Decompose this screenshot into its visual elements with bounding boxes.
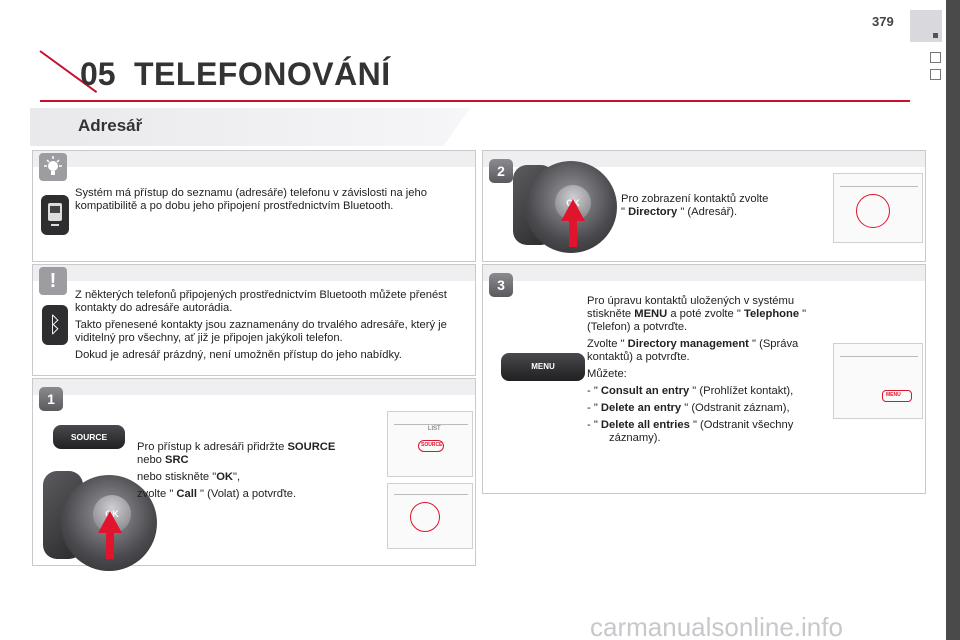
press-arrow-icon	[561, 199, 585, 221]
option-item	[587, 419, 819, 445]
bold-run: Telephone	[743, 308, 800, 320]
panel-header	[483, 265, 925, 281]
warning-paragraph: Takto přenesené kontakty jsou zaznamenány do trvalého adresáře, který je viditelný pro všechny, ať již je připojen jakýkoli telefon.	[75, 319, 447, 344]
source-button[interactable]	[53, 425, 125, 449]
text-run: - "	[587, 419, 601, 431]
step-1-text	[137, 441, 375, 505]
bold-run: SRC	[165, 454, 189, 466]
menu-button[interactable]	[501, 353, 585, 381]
side-marker	[930, 52, 941, 63]
radio-thumbnail	[387, 411, 473, 477]
step-2-line: Pro zobrazení kontaktů zvolte	[621, 193, 769, 205]
text-run: a poté zvolte "	[667, 308, 744, 320]
warning-icon: !	[39, 267, 67, 295]
panel-header	[33, 379, 475, 395]
bulb-icon	[39, 153, 67, 181]
warning-paragraph: Dokud je adresář prázdný, není umožněn přístup do jeho nabídky.	[75, 349, 402, 361]
text-run: ",	[233, 471, 241, 483]
text-run: " (Odstranit záznam),	[681, 402, 790, 414]
warning-panel	[32, 264, 476, 376]
radio-thumbnail	[387, 483, 473, 549]
text-run: Pro úpravu kontaktů uložených v systému stiskněte	[587, 295, 795, 320]
text-run: " (Telefon) a potvrďte.	[587, 308, 807, 333]
option-item	[587, 402, 819, 415]
text-run: - "	[587, 402, 601, 414]
step-1-line	[137, 488, 375, 501]
press-arrow-stem	[106, 529, 114, 559]
bold-run: Directory management	[627, 338, 749, 350]
thumb-divider	[394, 494, 468, 495]
text-run: - "	[587, 385, 601, 397]
bold-run: OK	[216, 471, 234, 483]
section-title: Adresář	[78, 116, 143, 135]
corner-tab	[910, 10, 942, 42]
step-2-line	[621, 206, 817, 219]
press-arrow-icon	[98, 511, 122, 533]
header-rule	[40, 100, 910, 102]
step-2-panel	[482, 150, 926, 262]
panel-header	[33, 265, 475, 281]
bluetooth-icon: ᛒ	[42, 305, 68, 345]
step-badge: 2	[489, 159, 513, 183]
side-marker	[930, 69, 941, 80]
text-run: " (Adresář).	[677, 206, 738, 218]
thumb-divider	[840, 186, 918, 187]
warning-paragraph: Z některých telefonů připojených prostřednictvím Bluetooth můžete přenést kontakty do adresáře autorádia.	[75, 289, 447, 314]
text-run: Pro přístup k adresáři přidržte	[137, 441, 288, 453]
menu-button-label: MENU	[531, 362, 555, 371]
option-item	[587, 385, 819, 398]
bold-run: SOURCE	[287, 441, 336, 453]
text-run: zvolte "	[137, 488, 177, 500]
text-run: nebo	[137, 454, 165, 466]
page-number: 379	[872, 14, 894, 29]
info-panel	[32, 150, 476, 262]
bold-run: MENU	[634, 308, 668, 320]
step-2-text	[621, 193, 817, 223]
thumb-label: SOURCE	[421, 442, 443, 448]
ok-button-label: OK	[105, 509, 119, 519]
press-arrow-stem	[569, 217, 577, 247]
text-run: " (Prohlížet kontakt),	[689, 385, 794, 397]
ok-button-label: OK	[566, 198, 580, 208]
text-run: Zvolte "	[587, 338, 628, 350]
radio-thumbnail	[833, 173, 923, 243]
bold-run: Delete all entries	[600, 419, 690, 431]
step-1-panel	[32, 378, 476, 566]
step-3-paragraph	[587, 295, 819, 334]
thumb-divider	[394, 424, 468, 425]
source-button-label: SOURCE	[70, 432, 108, 442]
step-1-line	[137, 471, 375, 484]
step-badge: 3	[489, 273, 513, 297]
panel-header	[483, 151, 925, 167]
text-run: "	[621, 206, 629, 218]
step-1-line	[137, 454, 375, 467]
info-text: Systém má přístup do seznamu (adresáře) telefonu v závislosti na jeho kompatibilitě a po dobu jeho připojení prostřednictvím Bluetooth.	[75, 187, 427, 212]
text-run: " (Volat) a potvrďte.	[196, 488, 297, 500]
bold-run: Call	[176, 488, 197, 500]
chapter-title: TELEFONOVÁNÍ	[134, 56, 391, 92]
panel-header	[33, 151, 475, 167]
step-badge: 1	[39, 387, 63, 411]
step-3-panel	[482, 264, 926, 494]
warning-text	[75, 289, 467, 366]
bold-run: Consult an entry	[600, 385, 690, 397]
step-1-line	[137, 441, 375, 454]
thumb-label: MENU	[886, 392, 901, 398]
step-3-paragraph	[587, 338, 819, 364]
side-bar	[946, 0, 960, 640]
thumb-divider	[840, 356, 918, 357]
chapter-number: 05	[80, 56, 116, 92]
thumb-label: LIST	[428, 426, 441, 432]
step-3-paragraph: Můžete:	[587, 368, 627, 380]
bold-run: Directory	[628, 206, 678, 218]
ok-highlight	[856, 194, 890, 228]
text-run: " (Odstranit všechny záznamy).	[609, 419, 794, 444]
text-run: " (Správa kontaktů) a potvrďte.	[587, 338, 799, 363]
step-3-text	[587, 295, 819, 449]
watermark: carmanualsonline.info	[590, 612, 843, 640]
phone-icon	[41, 195, 69, 235]
radio-thumbnail	[833, 343, 923, 419]
ok-highlight	[410, 502, 440, 532]
bold-run: Delete an entry	[600, 402, 682, 414]
text-run: nebo stiskněte "	[137, 471, 217, 483]
